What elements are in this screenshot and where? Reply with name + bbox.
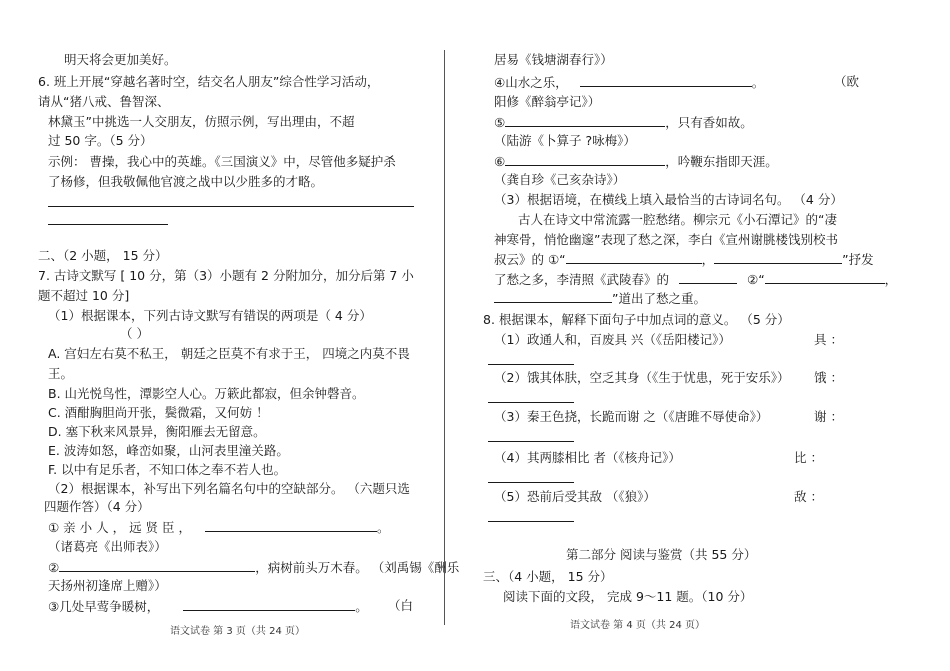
paragraph-text: 古人在诗文中常流露一腔愁绪。柳宗元《小石潭记》的“凄 <box>518 212 837 227</box>
question-8-heading: 8. 根据课本，解释下面句子中加点词的意义。 （5 分） <box>483 312 790 327</box>
fill-item-text: （白 <box>388 598 414 613</box>
fill-item-3: ③几处早莺争暖树， 。 <box>48 599 368 614</box>
source-note: （陆游《卜算子 ?咏梅》） <box>494 133 636 148</box>
explain-label: 敌 ： <box>794 489 823 504</box>
text-line: 四题作答）（4 分） <box>44 499 150 514</box>
fill-item-2 <box>48 559 459 576</box>
fill-item-text: ⑥ <box>494 154 506 169</box>
fill-blank <box>59 559 255 572</box>
fill-blank <box>505 153 665 166</box>
fill-item-text: ① 亲 小 人 ， 远 贤 臣 ， <box>48 520 191 535</box>
source-note: （诸葛亮《出师表》） <box>48 539 167 554</box>
explain-item-2: （2）饿其体肤，空乏其身（《生于忧患，死于安乐》） <box>494 370 790 385</box>
fill-item-text: ，只有香如故。 <box>665 115 753 130</box>
question-6-heading: 6. 班上开展“穿越名著时空，结交名人朋友”综合性学习活动， <box>38 74 380 89</box>
fill-item-text: ”抒发 <box>842 252 874 267</box>
answer-line <box>488 402 574 403</box>
column-divider <box>444 50 445 625</box>
text-line: 过 50 字。（5 分） <box>48 133 153 148</box>
fill-blank <box>505 114 665 127</box>
fill-item-context <box>494 251 874 268</box>
fill-item-5 <box>494 114 753 131</box>
page-footer-left: 语文试卷 第 3 页（共 24 页） <box>170 626 305 637</box>
question-7-heading: 7. 古诗文默写 [ 10 分，第（3）小题有 2 分附加分，加分后第 7 小 <box>38 268 414 283</box>
source-note: （龚自珍《己亥杂诗》） <box>494 172 626 187</box>
explain-label: 比 ： <box>794 450 823 465</box>
fill-blank <box>765 271 885 284</box>
fill-item-context <box>494 271 897 288</box>
fill-item-text: ”道出了愁之重。 <box>612 291 706 306</box>
example-text: 示例： 曹操，我心中的英雄。《三国演义》中，尽管他多疑护杀 <box>48 154 396 169</box>
text-line: 题不超过 10 分] <box>38 288 130 303</box>
example-text: 了杨修，但我敬佩他官渡之战中以少胜多的才略。 <box>48 174 324 189</box>
source-note: 阳修《醉翁亭记》） <box>494 94 601 109</box>
fill-item-text: （欧 <box>834 74 860 89</box>
fill-item-text: ④山水之乐， <box>494 75 568 90</box>
fill-blank <box>494 290 612 303</box>
answer-line <box>488 441 574 442</box>
sub-question: （3）根据语境，在横线上填入最恰当的古诗词名句。 （4 分） <box>494 192 843 207</box>
option-c: C. 酒酣胸胆尚开张，鬓微霜，又何妨 ！ <box>48 405 269 420</box>
sub-question: （1）根据课本，下列古诗文默写有错误的两项是（ 4 分） <box>48 308 372 323</box>
explain-item-5: （5）恐前后受其敌 （《狼》） <box>494 489 656 504</box>
explain-item-3: （3）秦王色挠，长跪而谢 之（《唐雎不辱使命》） <box>494 409 769 424</box>
fill-item-4: ④山水之乐， 。 <box>494 75 765 90</box>
explain-item-4: （4）其两膝相比 者（《核舟记》） <box>494 450 681 465</box>
fill-item-text: 叔云》的 ①“ <box>494 252 566 267</box>
fill-item-text: ，病树前头万木春。 （刘禹锡《酬乐 <box>255 560 460 575</box>
fill-blank <box>714 251 842 264</box>
fill-item-6 <box>494 153 778 170</box>
source-note: 居易《钱塘湖春行》） <box>494 52 613 67</box>
section-two-heading: 二、（2 小题， 15 分） <box>38 248 168 263</box>
option-b: B. 山光悦鸟性，潭影空人心。万簌此都寂，但余钟磬音。 <box>48 386 365 401</box>
option-a: A. 宫妇左右莫不私王， 朝廷之臣莫不有求于王， 四境之内莫不畏 <box>48 346 410 361</box>
fill-blank <box>205 519 377 532</box>
answer-line <box>488 521 574 522</box>
answer-line <box>48 206 414 207</box>
explain-item-1: （1）政通人和，百废具 兴（《岳阳楼记》） <box>494 332 731 347</box>
fill-item-text: ⑤ <box>494 115 506 130</box>
instruction-text: 阅读下面的文段， 完成 9～11 题。（10 分） <box>503 589 753 604</box>
fill-blank <box>580 74 752 87</box>
fill-item-text: 了愁之多，李清照《武陵春》的 <box>494 272 670 287</box>
fill-item-text: ③几处早莺争暖树， <box>48 599 160 614</box>
answer-bracket: （ ） <box>120 326 149 341</box>
section-three-heading: 三、（4 小题， 15 分） <box>483 569 613 584</box>
explain-label: 具 ： <box>814 332 843 347</box>
part-two-heading: 第二部分 阅读与鉴赏（共 55 分） <box>566 547 757 562</box>
fill-item-text: ， <box>701 252 715 267</box>
fill-blank <box>679 271 737 284</box>
fill-item-text: ，吟鞭东指即天涯。 <box>665 154 778 169</box>
paragraph-text: 神寒骨，悄怆幽邃”表现了愁之深，李白《宣州谢朓楼饯别校书 <box>494 232 838 247</box>
fill-blank <box>566 251 702 264</box>
text-line: 请从“猪八戒、鲁智深、 <box>38 94 170 109</box>
text-line: 林黛玉”中挑选一人交朋友，仿照示例，写出理由，不超 <box>48 114 355 129</box>
fill-item-text: ②“ <box>746 272 765 287</box>
fill-item-1: ① 亲 小 人 ， 远 贤 臣 ， 。 <box>48 520 390 535</box>
fill-blank <box>183 598 355 611</box>
option-a-cont: 王。 <box>48 366 74 381</box>
option-d: D. 塞下秋来风景异，衡阳雁去无留意。 <box>48 424 266 439</box>
answer-line <box>488 364 574 365</box>
page-footer-right: 语文试卷 第 4 页（共 24 页） <box>570 620 705 631</box>
fill-item-context <box>494 290 706 307</box>
sub-question: （2）根据课本，补写出下列名篇名句中的空缺部分。 （六题只选 <box>48 481 410 496</box>
text-line: 明天将会更加美好。 <box>64 52 177 67</box>
fill-item-text: ② <box>48 560 60 575</box>
option-e: E. 波涛如怒，峰峦如聚，山河表里潼关路。 <box>48 443 289 458</box>
explain-label: 谢 ： <box>814 409 843 424</box>
fill-item-text: ， <box>884 272 898 287</box>
answer-line <box>48 224 168 225</box>
answer-line <box>488 482 574 483</box>
option-f: F. 以中有足乐者，不知口体之奉不若人也。 <box>48 462 287 477</box>
source-note: 天扬州初逢席上赠》） <box>48 578 167 593</box>
explain-label: 饿 ： <box>814 370 843 385</box>
